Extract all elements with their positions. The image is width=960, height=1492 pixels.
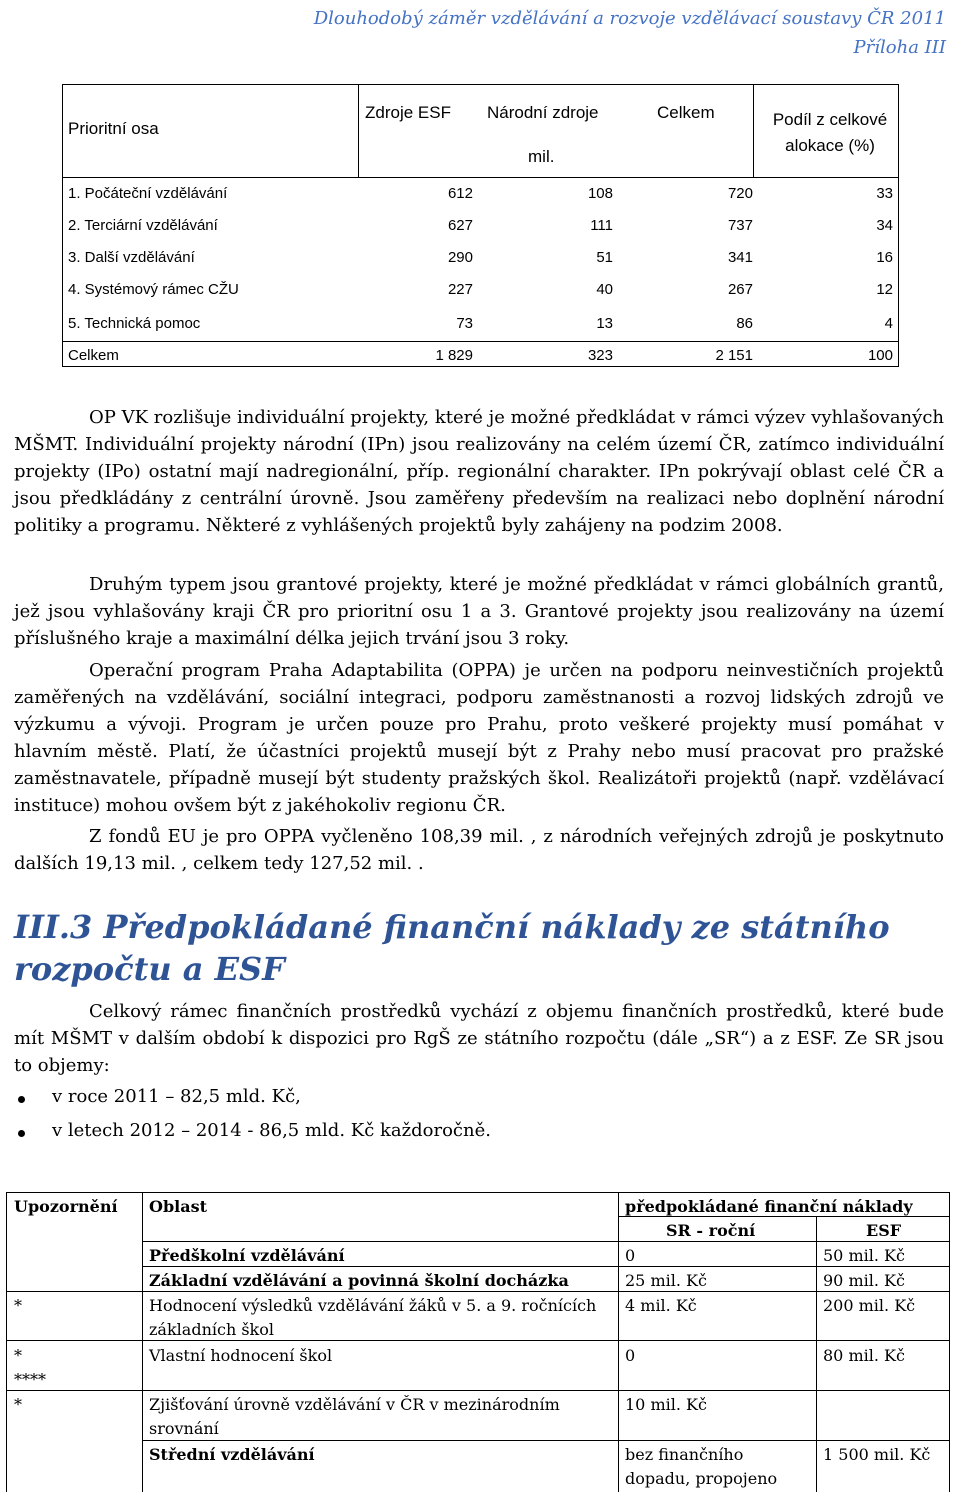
divider: [63, 177, 898, 178]
total-total: 2 151: [715, 347, 753, 364]
total-share: 100: [867, 347, 893, 364]
col-header-total: Celkem: [657, 103, 715, 122]
row-esf: 90 mil. Kč: [823, 1271, 905, 1290]
paragraph-oppa: Operační program Praha Adaptabilita (OPPA) je určen na podporu neinvestičních projektů zaměřených na vzdělávání, sociální integraci, podporu zaměstnanosti a rozvoj lidských zdrojů ve výzkumu a vývoji. Program je určen pouze pro Prahu, proto veškeré projekty musí pomáhat v hlavním městě. Platí, že účastníci projektů musejí být z Prahy nebo musí pracovat pro pražské zaměstnavatele, případně musejí být studenty pražských škol. Realizátoři projektů (např. vzdělávací instituce) mohou ovšem být z jakéhokoliv regionu ČR.: [14, 660, 944, 816]
col-header-note: Upozornění: [14, 1197, 118, 1216]
col-header-share: Podíl z celkové alokace (%): [772, 110, 888, 155]
divider: [358, 85, 359, 177]
row-name: 2. Terciární vzdělávání: [68, 217, 218, 234]
row-sr: bez finančního dopadu, propojeno: [625, 1445, 778, 1488]
cell-national: 51: [596, 249, 613, 266]
cell-esf: 612: [447, 185, 473, 202]
list-item-text: v letech 2012 – 2014 - 86,5 mld. Kč každoročně.: [52, 1120, 491, 1141]
row-note: *: [14, 1296, 22, 1315]
cell-total: 341: [727, 249, 753, 266]
row-sr: 4 mil. Kč: [625, 1296, 697, 1315]
row-name: 4. Systémový rámec CŽU: [68, 281, 239, 298]
row-area: Hodnocení výsledků vzdělávání žáků v 5. a 9. ročnících základních škol: [149, 1296, 597, 1339]
row-esf: 80 mil. Kč: [823, 1346, 905, 1365]
table-row: [63, 245, 898, 269]
row-area: Zjišťování úrovně vzdělávání v ČR v mezinárodním srovnání: [149, 1395, 560, 1438]
cell-total: 86: [736, 315, 753, 332]
row-esf: 1 500 mil. Kč: [823, 1445, 931, 1464]
paragraph-funds: Z fondů EU je pro OPPA vyčleněno 108,39 mil. , z národních veřejných zdrojů je poskytnuto dalších 19,13 mil. , celkem tedy 127,52 mil. .: [14, 826, 944, 874]
col-header-sr: SR - roční: [666, 1221, 756, 1240]
page-header: [314, 4, 946, 62]
cell-national: 108: [587, 185, 613, 202]
paragraph-opvk: OP VK rozlišuje individuální projekty, které je možné předkládat v rámci výzev vyhlašovaných MŠMT. Individuální projekty národní (IPn) jsou realizovány na celém území ČR, zatímco individuální projekty (IPo) ostatní mají nadregionální, příp. regionální charakter. IPn pokrývají oblast celé ČR a jsou předkládány z centrální úrovně. Jsou zaměřeny především na realizaci nebo doplnění národní politiky a programu. Některé z vyhlášených projektů byly zahájeny na podzim 2008.: [14, 407, 944, 536]
allocation-table: [62, 84, 899, 367]
cell-share: 4: [884, 315, 893, 332]
bullet-list: [14, 1084, 914, 1152]
divider: [6, 1192, 7, 1492]
header-appendix: Příloha III: [853, 37, 946, 58]
cell-national: 40: [596, 281, 613, 298]
total-esf: 1 829: [435, 347, 473, 364]
col-header-axis: Prioritní osa: [68, 119, 159, 138]
total-label: Celkem: [68, 347, 119, 364]
row-name: 5. Technická pomoc: [68, 315, 201, 332]
divider: [816, 1216, 817, 1492]
cell-national: 13: [596, 315, 613, 332]
col-header-esf: Zdroje ESF: [365, 103, 451, 122]
col-header-esf: ESF: [866, 1221, 902, 1240]
row-area: Předškolní vzdělávání: [149, 1246, 345, 1265]
list-item-text: v roce 2011 – 82,5 mld. Kč,: [52, 1086, 301, 1107]
divider: [142, 1241, 950, 1242]
table-row: [63, 277, 898, 301]
cell-share: 34: [876, 217, 893, 234]
cell-total: 267: [727, 281, 753, 298]
cell-total: 720: [727, 185, 753, 202]
table-row: [63, 213, 898, 237]
table-row: [63, 311, 898, 335]
col-header-national: Národní zdroje: [487, 103, 599, 122]
divider: [6, 1192, 950, 1193]
cell-esf: 627: [447, 217, 473, 234]
cell-esf: 227: [447, 281, 473, 298]
col-header-area: Oblast: [149, 1197, 207, 1216]
paragraph-budget: Celkový rámec finančních prostředků vychází z objemu finančních prostředků, které bude mít MŠMT v dalším období k dispozici pro RgŠ ze státního rozpočtu (dále „SR“) a z ESF. Ze SR jsou to objemy:: [14, 1001, 944, 1076]
row-note: *: [14, 1395, 22, 1414]
divider: [142, 1192, 143, 1492]
cell-esf: 290: [447, 249, 473, 266]
bullet-icon: [18, 1130, 25, 1137]
col-header-costs: předpokládané finanční náklady: [625, 1197, 913, 1216]
row-note: * ****: [14, 1346, 46, 1389]
divider: [618, 1192, 619, 1492]
row-name: 3. Další vzdělávání: [68, 249, 195, 266]
divider: [6, 1390, 950, 1391]
table-row: [63, 181, 898, 205]
cell-total: 737: [727, 217, 753, 234]
section-heading: III.3 Předpokládané finanční náklady ze státního rozpočtu a ESF: [14, 908, 890, 988]
row-esf: 200 mil. Kč: [823, 1296, 916, 1315]
paragraph-grants: Druhým typem jsou grantové projekty, které je možné předkládat v rámci globálních grantů, jež jsou vyhlašovány kraji ČR pro prioritní osu 1 a 3. Grantové projekty jsou realizovány na území příslušného kraje a maximální délka jejich trvání jsou 3 roky.: [14, 574, 944, 649]
cell-share: 16: [876, 249, 893, 266]
row-sr: 25 mil. Kč: [625, 1271, 707, 1290]
row-name: 1. Počáteční vzdělávání: [68, 185, 228, 202]
bullet-icon: [18, 1096, 25, 1103]
row-area: Vlastní hodnocení škol: [149, 1346, 333, 1365]
row-sr: 0: [625, 1246, 636, 1265]
row-sr: 10 mil. Kč: [625, 1395, 707, 1414]
divider: [63, 341, 898, 342]
cell-national: 111: [590, 217, 613, 234]
header-title: Dlouhodobý záměr vzdělávání a rozvoje vzdělávací soustavy ČR 2011: [313, 8, 946, 29]
cell-esf: 73: [456, 315, 473, 332]
unit-label: mil.: [528, 147, 555, 166]
cell-share: 12: [876, 281, 893, 298]
total-row: [63, 343, 898, 367]
row-esf: 50 mil. Kč: [823, 1246, 905, 1265]
costs-table: [6, 1192, 950, 1492]
divider: [949, 1192, 950, 1492]
list-item: [14, 1084, 914, 1118]
row-area: Základní vzdělávání a povinná školní docházka: [149, 1271, 569, 1290]
total-national: 323: [587, 347, 613, 364]
row-area: Střední vzdělávání: [149, 1445, 315, 1464]
row-sr: 0: [625, 1346, 636, 1365]
list-item: [14, 1118, 914, 1152]
divider: [753, 85, 754, 177]
cell-share: 33: [876, 185, 893, 202]
